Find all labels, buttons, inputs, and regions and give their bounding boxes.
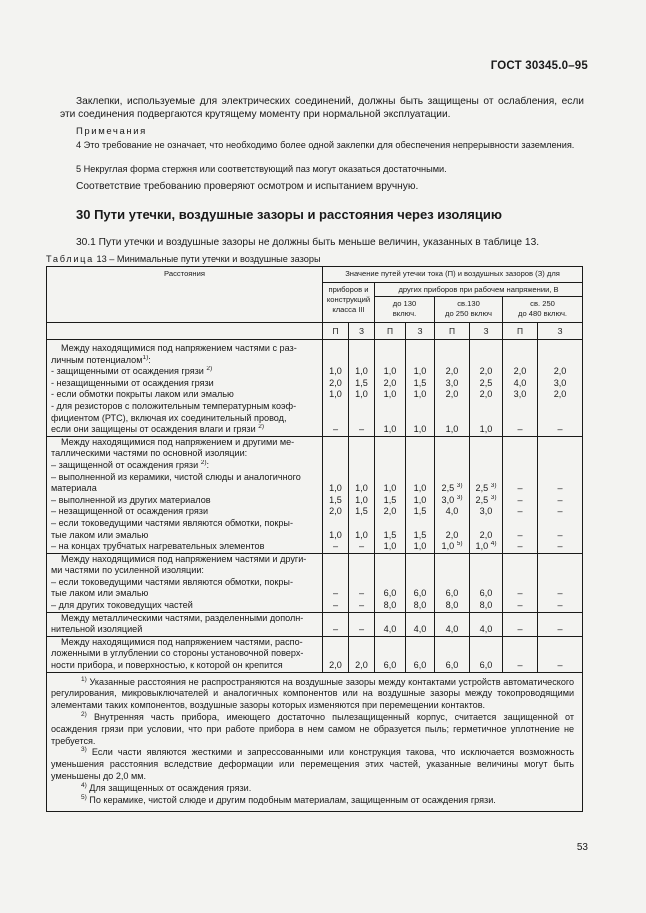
value-col: – –: [349, 553, 375, 612]
header-sub: П: [375, 323, 406, 340]
header-distances: Расстояния: [47, 267, 323, 323]
value-col: 1,0 1,5 2,0 1,0 –: [323, 436, 349, 553]
standard-number: ГОСТ 30345.0–95: [490, 60, 588, 72]
value-col: 2,0: [323, 636, 349, 672]
table-caption-prefix: Таблица: [46, 254, 94, 264]
value-col: 2,0 3,0 2,0 –: [538, 340, 583, 437]
value-col: – –: [323, 553, 349, 612]
header-voltage-3: св. 250 до 480 включ.: [503, 297, 583, 323]
footnote-5: $^{5)}$ По керамике, чистой слюде и другим подобным материалам, защищенным от осаждения грязи.: [81, 793, 496, 805]
value-col: –: [503, 636, 538, 672]
value-col: –: [538, 612, 583, 636]
value-col: 6,0 8,0: [375, 553, 406, 612]
header-sub: П: [503, 323, 538, 340]
value-col: 6,0 8,0: [435, 553, 470, 612]
value-col: 1,0 1,0 1,5 1,5 1,0: [406, 436, 435, 553]
clearance-table: [46, 266, 583, 812]
header-voltage-1: до 130 включ.: [375, 297, 435, 323]
header-sub: П: [435, 323, 470, 340]
row-label: Между металлическими частями, разделенными дополн- нительной изоляцией: [47, 612, 323, 636]
table-caption-title: 13 – Минимальные пути утечки и воздушные зазоры: [93, 254, 321, 264]
row-label: Между находящимися под напряжением частями с раз- личным потенциалом$^{1)}$: - защищенными от осаждения грязи $^{2)}$ - незащищенными от осаждения грязи - если обмотки покрыты лаком или эмалью - для резисторов с положительным температурным коэф- фициентом (РТС), включая их соединительный провод, если они защищены от осаждения влаги и грязи $^{2)}$: [47, 340, 323, 437]
value-col: 2,0: [349, 636, 375, 672]
header-sub: З: [406, 323, 435, 340]
note-5: 5 Некруглая форма стержня или соответствующий паз могут оказаться достаточными.: [76, 164, 447, 174]
footnote-2: $^{2)}$ Внутренняя часть прибора, имеющего достаточно пылезащищенный корпус, считается защищенной от осаждения грязи при условии, что при работе прибора в нем самом не образуется пыль; герметичное уплотнение не требуется.: [51, 711, 575, 746]
header-sub-row: [47, 323, 583, 340]
row-label: Между находящимися под напряжением частями и други- ми частями по усиленной изоляции: – если токоведущими частями являются обмотки, покры- тые лаком или эмалью – для других токоведущих частей: [47, 553, 323, 612]
value-col: 2,0 2,5 2,0 1,0: [470, 340, 503, 437]
notes-heading: Примечания: [76, 126, 147, 137]
header-sub: З: [349, 323, 375, 340]
value-col: 1,0 1,0 1,5 1,0 –: [349, 436, 375, 553]
table-footnotes: [47, 672, 583, 812]
value-col: 6,0: [406, 636, 435, 672]
value-col: 2,5 $^{3)}$ 2,5 $^{3)}$ 3,0 2,0 1,0 $^{4)}$: [470, 436, 503, 553]
table-row: [47, 436, 583, 553]
header-sub: З: [470, 323, 503, 340]
value-col: 4,0: [406, 612, 435, 636]
table-caption: [46, 254, 321, 264]
paragraph-rivets: Заклепки, используемые для электрических соединений, должны быть защищены от ослабления, если эти соединения подвергаются крутящему моменту при нормальной эксплуатации.: [60, 96, 584, 121]
header-main: Значение путей утечки тока (П) и воздушных зазоров (З) для: [323, 267, 583, 283]
header-sub: П: [323, 323, 349, 340]
value-col: –: [349, 612, 375, 636]
page-number: 53: [576, 842, 588, 853]
header-other-devices: других приборов при рабочем напряжении, В: [375, 283, 583, 297]
value-col: 6,0 8,0: [406, 553, 435, 612]
footnote-4: $^{4)}$ Для защищенных от осаждения грязи.: [81, 781, 252, 793]
value-col: 1,0 1,5 2,0 1,5 1,0: [375, 436, 406, 553]
row-label: Между находящимися под напряжением частями, распо- ложенными в углублении со стороны установочной поверх- ности прибора, и поверхностью, к которой он крепится: [47, 636, 323, 672]
table-row: [47, 340, 583, 437]
value-col: 1,0 1,5 1,0 –: [349, 340, 375, 437]
value-col: – – – – –: [538, 436, 583, 553]
header-sub: З: [538, 323, 583, 340]
value-col: – –: [538, 553, 583, 612]
value-col: 2,0 4,0 3,0 –: [503, 340, 538, 437]
value-col: 4,0: [435, 612, 470, 636]
footnote-1: $^{1)}$ Указанные расстояния не распространяются на воздушные зазоры между контактами устройств автоматического регулирования, микровыключателей и аналогичных компонентов или на воздушные зазоры между токопроводящими элементами таких компонентов, воздушные зазоры которых изменяются при перемещении контактов.: [51, 675, 575, 711]
value-col: 6,0 8,0: [470, 553, 503, 612]
table-row: [47, 612, 583, 636]
footnotes-row: [47, 672, 583, 812]
value-col: – –: [503, 553, 538, 612]
section-heading: 30 Пути утечки, воздушные зазоры и расстояния через изоляцию: [76, 207, 502, 222]
value-col: 1,0 2,0 1,0 1,0: [375, 340, 406, 437]
paragraph-30-1: 30.1 Пути утечки и воздушные зазоры не должны быть меньше величин, указанных в таблице 13.: [76, 237, 540, 248]
row-label: Между находящимися под напряжением и другими ме- таллическими частями по основной изоляции: – защищенной от осаждения грязи $^{2)}$: – выполненной из керамики, чистой слюды и аналогичного материала – выполненной из других материалов – незащищенной от осаждения грязи – если токоведущими частями являются обмотки, покры- тые лаком или эмалью – на концах трубчатых нагревательных элементов: [47, 436, 323, 553]
value-col: 1,0 1,5 1,0 1,0: [406, 340, 435, 437]
value-col: 4,0: [375, 612, 406, 636]
paragraph-compliance: Соответствие требованию проверяют осмотром и испытанием вручную.: [76, 181, 419, 192]
value-col: –: [323, 612, 349, 636]
header-voltage-2: св.130 до 250 включ: [435, 297, 503, 323]
table-row: [47, 636, 583, 672]
header-empty: [47, 323, 323, 340]
note-4: 4 Это требование не означает, что необходимо более одной заклепки для обеспечения непрерывности заземления.: [76, 140, 575, 150]
value-col: –: [503, 612, 538, 636]
value-col: 6,0: [375, 636, 406, 672]
value-col: 4,0: [470, 612, 503, 636]
value-col: –: [538, 636, 583, 672]
value-col: 6,0: [435, 636, 470, 672]
table-row: [47, 553, 583, 612]
value-col: 6,0: [470, 636, 503, 672]
footnote-3: $^{3)}$ Если части являются жесткими и запрессованными или конструкция такова, что исключается возможность уменьшения расстояния вследствие деформации или перемещения этих частей, указанные величины могут быть уменьшены до 2,0 мм.: [51, 746, 575, 781]
value-col: – – – – –: [503, 436, 538, 553]
header-class3: приборов и конструкций класса III: [323, 283, 375, 323]
value-col: 2,5 $^{3)}$ 3,0 $^{3)}$ 4,0 2,0 1,0 $^{5)}$: [435, 436, 470, 553]
value-col: 1,0 2,0 1,0 –: [323, 340, 349, 437]
value-col: 2,0 3,0 2,0 1,0: [435, 340, 470, 437]
